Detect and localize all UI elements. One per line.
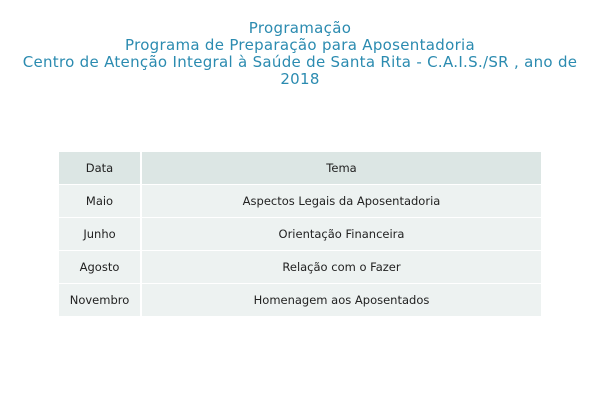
schedule-table — [59, 152, 541, 317]
row-date-cell: Maio — [59, 185, 141, 218]
title-line-center-name: Centro de Atenção Integral à Saúde de Santa Rita - C.A.I.S./SR , ano de — [22, 53, 578, 71]
table-row — [59, 284, 541, 317]
table-row — [59, 218, 541, 251]
row-date-cell: Junho — [59, 218, 141, 251]
row-date-cell: Novembro — [59, 284, 141, 317]
table-row — [59, 185, 541, 218]
table-header-row — [59, 152, 541, 185]
row-theme-cell: Relação com o Fazer — [141, 251, 541, 284]
table-row — [59, 251, 541, 284]
row-theme-cell: Homenagem aos Aposentados — [141, 284, 541, 317]
row-date-cell: Agosto — [59, 251, 141, 284]
column-header-theme: Tema — [141, 152, 541, 185]
row-theme-cell: Orientação Financeira — [141, 218, 541, 251]
title-line-year: 2018 — [280, 70, 320, 88]
page-title — [0, 20, 600, 88]
title-line-programacao: Programação — [248, 19, 352, 37]
column-header-date: Data — [59, 152, 141, 185]
title-line-program-name: Programa de Preparação para Aposentadoria — [124, 36, 476, 54]
row-theme-cell: Aspectos Legais da Aposentadoria — [141, 185, 541, 218]
